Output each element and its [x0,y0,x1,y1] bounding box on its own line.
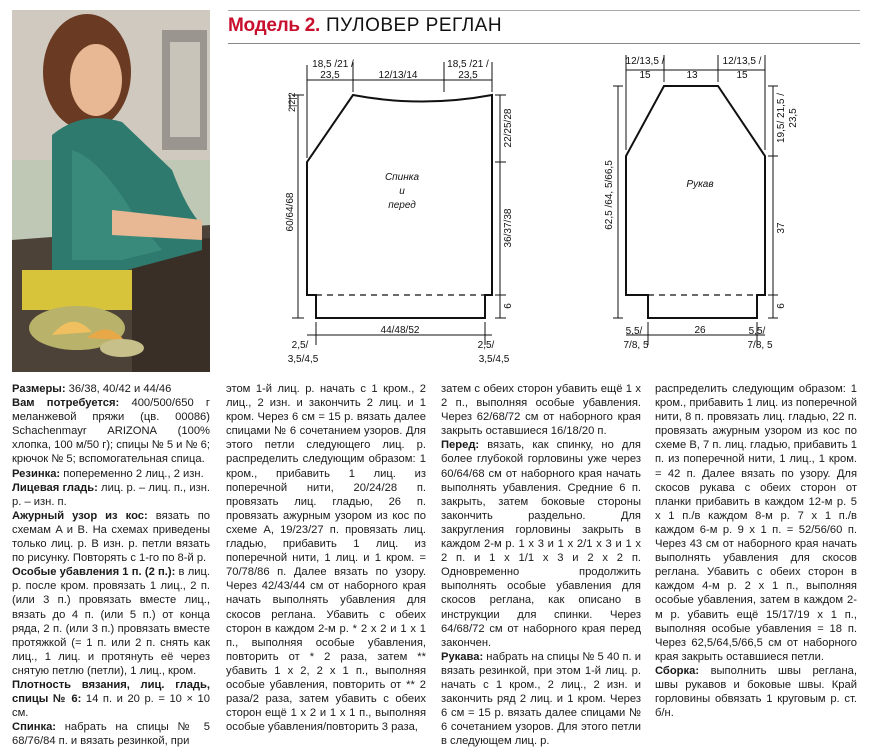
rib-paragraph: Резинка: попеременно 2 лиц., 2 изн. [12,467,204,480]
decrease-paragraph: Особые убавления 1 п. (2 п.): в лиц. р. после кром. провязать 1 лиц., 2 п. (или 3 п.) провязать вместе лиц., вязать до 4 п. (или 5 п.) от конца ряда, 2 п. (или 3 п.) провязать вместе протяжкой (= 1 п. или 2 п. снять как лиц., 1 лиц. и протянуть её через снятую петлю (петли), 1 лиц., кром. [12,566,211,677]
sleeve-dim-lines [613,55,778,345]
sleeve-labels [604,56,799,351]
body-shoulder-left-2: 23,5 [320,70,340,81]
body-bottom-left-1: 2,5/ [291,340,309,351]
body-shoulder-right-2: 23,5 [458,70,478,81]
sleeve-total-height: 62,5 /64, 5/66,5 [604,160,615,230]
text-column-4 [655,382,857,720]
model-photo [12,10,210,372]
sleeves-paragraph: Рукава: набрать на спицы № 5 40 п. и вязать резинкой, при этом 1-й лиц. р. начать с 1 кром., 2 лиц., 2 изн. и закончить ряд 2 лиц. и 1 кром. Через 6 см = 15 р. вязать далее спицами № 6 сочетанием узоров. Для этого петли в следующем лиц. р. [441,650,641,748]
photo-illustration [12,10,210,372]
body-rib-height: 6 [503,303,514,309]
sleeve-cap-height-2: 23,5 [788,108,799,128]
body-piece-name-3: перед [388,200,416,211]
body-raglan-height: 22/25/28 [503,108,514,148]
materials-paragraph: Вам потребуется: 400/500/650 г меланжевой пряжи (цв. 00086) Schachenmayr ARIZONA (100% хлопка, 100 м/50 г); спицы № 5 и № 6; крючок № 5; вспомогательная спица. [12,397,210,466]
sleeves-continued-paragraph: распределить следующим образом: 1 кром., прибавить 1 лиц. из поперечной нити, 8 п. провязать лиц. гладью, 22 п. провязать ажурным узором из кос по схеме B, 7 п. лиц. гладью, прибавить 1 п. из поперечной нити, 1 лиц., 1 кром. = 42 п. Далее вязать по узору. Для скосов рукава с обеих сторон от планки прибавить в каждом 12-м р. 5 x 1 п./в каждом 8-м р. 7 x 1 п./в каждом 6-м р. 9 x 1 п. = 52/56/60 п. Через 43 см от наборного края начать выполнять убавления для скосов реглана. Убавить с обеих сторон в каждом 4-м р. 2 x 1 п., выполняя особые убавления, затем в каждом 2-м р. убавить ещё 15/17/19 x 1 п., выполняя особые убавления = 18 п. Через 62,5/64,5/66,5 см от наборного края закрыть оставшиеся петли. [655,383,857,663]
page-title: ПУЛОВЕР РЕГЛАН [326,15,503,36]
stockinette-paragraph: Лицевая гладь: лиц. р. – лиц. п., изн. р. – изн. п. [12,481,210,508]
body-width: 44/48/52 [380,325,420,336]
sleeve-cap-height: 19,5/ 21,5 / [776,92,787,144]
back-paragraph: Спинка: набрать на спицы № 5 68/76/84 п. и вязать резинкой, при [12,721,210,748]
model-number: Модель 2. [228,15,320,36]
body-piece-name-1: Спинка [384,172,420,183]
body-bottom-right-2: 3,5/4,5 [478,354,510,365]
text-column-2 [226,382,426,734]
body-total-height: 60/64/68 [285,192,296,232]
lace-paragraph: Ажурный узор из кос: вязать по схемам A и B. На схемах приведены только лиц. р. В изн. р. петли вязать по рисунку. Повторять с 1-го по 8-й р. [12,509,210,565]
sleeve-bottom-left-1: 5,5/ [625,326,643,337]
pattern-schematics [228,40,868,375]
page-header [228,10,860,41]
sleeve-top-right-2: 15 [736,70,748,81]
assembly-paragraph: Сборка: выполнить швы реглана, швы рукавов и боковые швы. Край горловины обвязать 1 круговым р. ст. б/н. [655,664,857,720]
back-continued-paragraph: этом 1-й лиц. р. начать с 1 кром., 2 лиц., 2 изн. и закончить 2 лиц. и 1 кром. Через 6 см = 15 р. вязать далее спицами № 6 сочетанием узоров. Для этого петли следующего лиц. р. распределить следующим образом: 1 кром., прибавить 1 лиц. из поперечной нити, 20/24/28 п. провязать лиц. гладью, 26 п. провязать ажурным узором из кос по схеме A, 19/23/27 п. провязать лиц. гладью, прибавить 1 лиц. из поперечной нити, 1 лиц. и 1 кром. = 70/78/86 п. Далее вязать по узору. Через 42/43/44 см от наборного края начать выполнять убавления для скосов реглана. Убавить с обеих сторон в каждом 2-м р. * 2 x 2 и 1 x 1 п., выполняя особые убавления, повторить от * 2 раза, затем ** убавить 1 x 2, 2 x 1 п., выполняя особые убавления, повторить от ** 2 раза/2 раза, затем убавить с обеих сторон ещё 1 x 2 и 1 x 1 п., выполняя особые убавления/повторить 3 раза, [226,383,426,734]
sleeve-bottom-right-1: 5,5/ [748,326,766,337]
body-neck-width: 12/13/14 [378,70,418,81]
body-labels [285,59,514,365]
body-shoulder-right-1: 18,5 /21 / [447,59,489,70]
sleeve-top-right-1: 12/13,5 / [722,56,762,67]
sleeve-outline [626,86,765,318]
body-bottom-left-2: 3,5/4,5 [287,354,319,365]
body-bottom-right-1: 2,5/ [477,340,495,351]
gauge-paragraph: Плотность вязания, лиц. гладь, спицы № 6: 14 п. и 20 р. = 10 × 10 см. [12,678,210,720]
front-paragraph: Перед: вязать, как спинку, но для более глубокой горловины уже через 60/64/68 см от наборного края начать выполнять убавления. Средние 6 п. закрыть, затем боковые стороны закончить раздельно. Для закругления горловины закрыть в каждом 2-м р. 1 x 3 и 1 x 2/1 x 3 и 1 x 2 п. и 1 x 1/1 x 3 и 2 x 2 п. Одновременно продолжить выполнять особые убавления для скосов реглана, как описано в инструкции для спинки. Через 64/68/72 см от наборного края перед закончен. [441,439,641,649]
body-side-height: 36/37/38 [503,208,514,248]
sleeve-top-left-1: 12/13,5 / [625,56,665,67]
sleeve-piece-name: Рукав [686,179,714,190]
text-column-3 [441,382,641,748]
sleeve-bottom-left-2: 7/8, 5 [623,340,649,351]
sleeve-top-left-2: 15 [639,70,651,81]
body-shoulder-left-1: 18,5 /21 / [312,59,354,70]
sleeve-lower-height: 37 [776,222,787,234]
text-column-1 [12,382,210,748]
sleeve-width: 26 [694,325,706,336]
sleeve-rib-height: 6 [776,303,787,309]
sleeve-bottom-right-2: 7/8, 5 [747,340,773,351]
body-piece-name-2: и [399,186,405,197]
back-finish-paragraph: затем с обеих сторон убавить ещё 1 x 2 п., выполняя особые убавления. Через 62/68/72 см от наборного края закрыть оставшиеся 16/18/20 п. [441,383,641,438]
sleeve-top-mid: 13 [686,70,698,81]
sizes-paragraph: Размеры: 36/38, 40/42 и 44/46 [12,383,172,395]
body-neck-depth: 2|2|2 [287,92,297,112]
